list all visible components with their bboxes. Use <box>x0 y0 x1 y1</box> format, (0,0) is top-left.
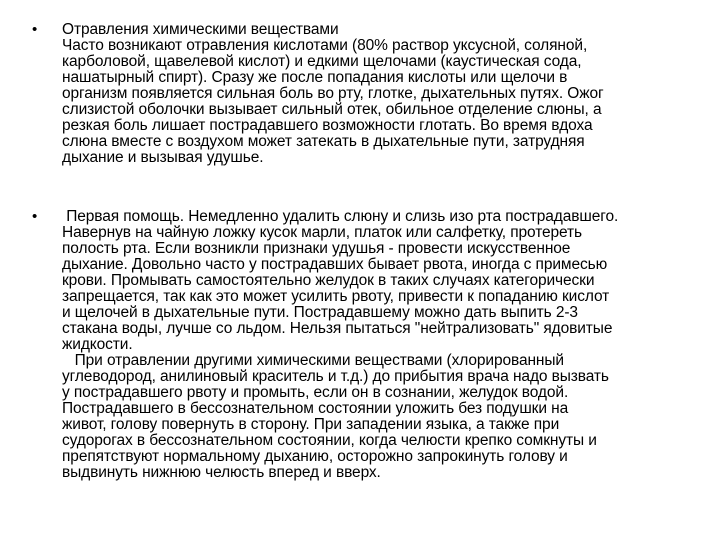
text-line: запрещается, так как это может усилить рвоту, привести к попаданию кислот <box>62 288 610 305</box>
text-line: Навернув на чайную ложку кусок марли, платок или салфетку, протереть <box>62 224 583 241</box>
text-line: нашатырный спирт). Сразу же после попадания кислоты или щелочи в <box>62 69 568 86</box>
text-line: живот, голову повернуть в сторону. При западении языка, а также при <box>62 416 560 433</box>
text-line: выдвинуть нижнюю челюсть вперед и вверх. <box>62 464 381 481</box>
heading-line: Отравления химическими веществами <box>62 21 339 38</box>
paragraph <box>62 22 604 166</box>
text-line: резкая боль лишает пострадавшего возможности глотать. Во время вдоха <box>62 117 593 134</box>
bullet-icon: • <box>32 208 38 225</box>
text-line: полость рта. Если возникли признаки удушья - провести искусственное <box>62 240 571 257</box>
text-line: судорогах в бессознательном состоянии, когда челюсти крепко сомкнуты и <box>62 432 597 449</box>
text-line: у пострадавшего рвоту и промыть, если он в сознании, желудок водой. <box>62 384 569 401</box>
text-line: слизистой оболочки вызывает сильный отек, обильное отделение слюны, а <box>62 101 602 118</box>
text-line: жидкости. <box>62 336 133 353</box>
text-line: Часто возникают отравления кислотами (80% раствор уксусной, соляной, <box>62 37 588 54</box>
text-line: стакана воды, лучше со льдом. Нельзя пытаться "нейтрализовать" ядовитые <box>62 320 613 337</box>
text-line: крови. Промывать самостоятельно желудок в таких случаях категорически <box>62 272 595 289</box>
text-line: дыхание. Довольно часто у пострадавших бывает рвота, иногда с примесью <box>62 256 608 273</box>
text-line: Первая помощь. Немедленно удалить слюну и слизь изо рта пострадавшего. <box>62 208 619 225</box>
text-line: При отравлении другими химическими веществами (хлорированный <box>62 352 564 369</box>
paragraph <box>62 209 618 481</box>
text-line: углеводород, анилиновый краситель и т.д.) до прибытия врача надо вызвать <box>62 368 609 385</box>
text-line: карболовой, щавелевой кислот) и едкими щелочами (каустическая сода, <box>62 53 582 70</box>
text-line: препятствуют нормальному дыханию, осторожно запрокинуть голову и <box>62 448 568 465</box>
text-line: слюна вместе с воздухом может затекать в дыхательные пути, затрудняя <box>62 133 585 150</box>
text-line: дыхание и вызывая удушье. <box>62 149 264 166</box>
bullet-icon: • <box>32 21 38 38</box>
text-line: организм появляется сильная боль во рту, глотке, дыхательных путях. Ожог <box>62 85 604 102</box>
text-line: Пострадавшего в бессознательном состоянии уложить без подушки на <box>62 400 569 417</box>
text-line: и щелочей в дыхательные пути. Пострадавшему можно дать выпить 2-3 <box>62 304 578 321</box>
